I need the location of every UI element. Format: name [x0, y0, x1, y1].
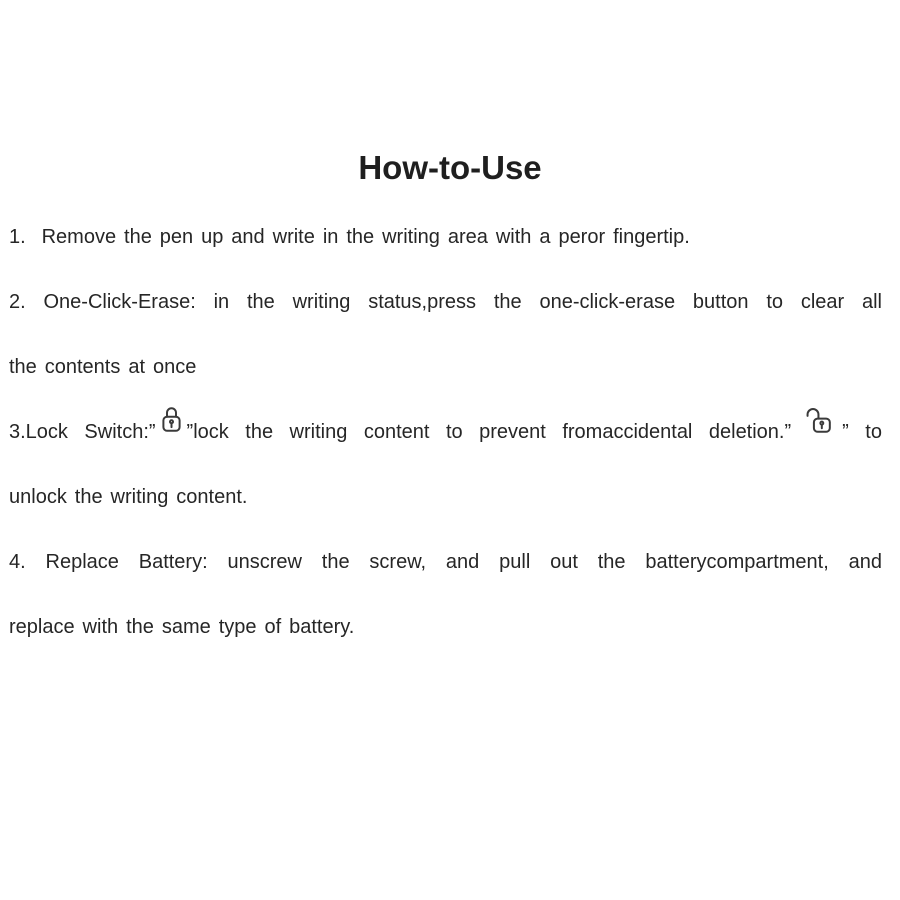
page-title: How-to-Use — [358, 149, 542, 186]
instruction-item-3-line-2: unlock the writing content. — [9, 486, 248, 508]
item-3-text-between-locks: ”lock the writing content to prevent fromaccidental deletion.” — [186, 421, 792, 443]
instruction-item-4-line-1: 4. Replace Battery: unscrew the screw, and pull out the batterycompartment, and — [9, 551, 882, 573]
item-3-text-before-lock: 3.Lock Switch:” — [9, 421, 156, 443]
instruction-item-3-line-1 — [9, 400, 882, 465]
instruction-item-1: 1. Remove the pen up and write in the writing area with a peror fingertip. — [9, 226, 690, 248]
instruction-item-2-line-2: the contents at once — [9, 356, 197, 378]
instruction-list — [0, 205, 900, 660]
lock-open-icon — [803, 404, 833, 435]
instruction-item-4-line-2: replace with the same type of battery. — [9, 616, 355, 638]
item-3-text-after-unlock: ” to — [842, 421, 882, 443]
instruction-item-2-line-1: 2. One-Click-Erase: in the writing status,press the one-click-erase button to clear all — [9, 291, 882, 313]
lock-closed-icon — [158, 404, 185, 435]
